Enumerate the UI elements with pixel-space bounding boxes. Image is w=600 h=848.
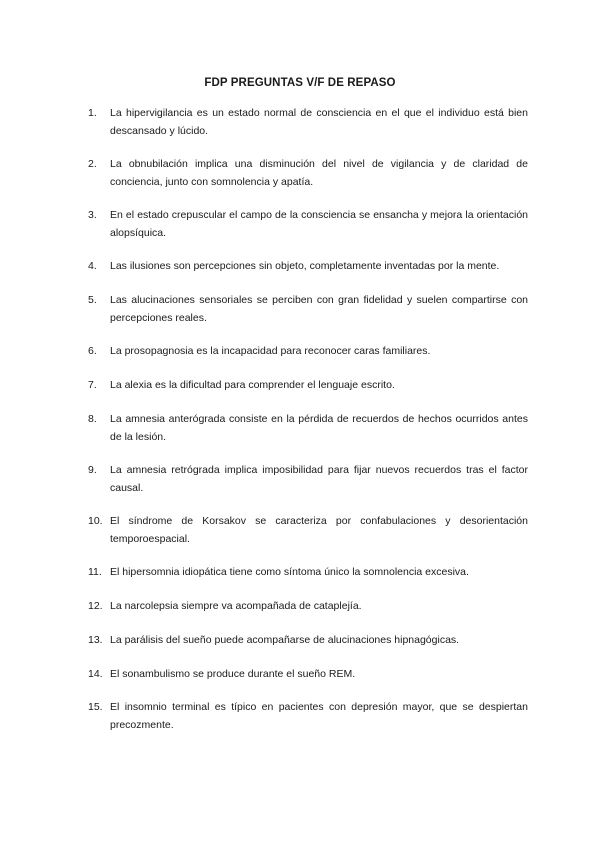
item-number: 15. <box>88 701 103 713</box>
item-text: En el estado crepuscular el campo de la consciencia se ensancha y mejora la orientación alopsíquica. <box>110 209 528 239</box>
item-text: La amnesia anterógrada consiste en la pérdida de recuerdos de hechos ocurridos antes de la lesión. <box>110 413 528 443</box>
item-number: 1. <box>88 107 97 119</box>
item-number: 5. <box>88 294 97 306</box>
list-item <box>88 698 528 734</box>
list-item <box>88 257 528 275</box>
item-number: 4. <box>88 260 97 272</box>
item-number: 2. <box>88 158 97 170</box>
item-text: El sonambulismo se produce durante el sueño REM. <box>110 668 356 680</box>
item-number: 11. <box>88 566 102 578</box>
item-number: 12. <box>88 600 103 612</box>
item-number: 8. <box>88 413 97 425</box>
list-item <box>88 291 528 327</box>
item-text: El síndrome de Korsakov se caracteriza por confabulaciones y desorientación temporoespacial. <box>110 515 528 545</box>
item-text: La obnubilación implica una disminución del nivel de vigilancia y de claridad de conciencia, junto con somnolencia y apatía. <box>110 158 528 188</box>
item-text: Las ilusiones son percepciones sin objeto, completamente inventadas por la mente. <box>110 260 500 272</box>
item-text: La parálisis del sueño puede acompañarse de alucinaciones hipnagógicas. <box>110 634 460 646</box>
item-text: La alexia es la dificultad para comprender el lenguaje escrito. <box>110 379 395 391</box>
page-title: FDP PREGUNTAS V/F DE REPASO <box>204 77 396 89</box>
item-text: Las alucinaciones sensoriales se perciben con gran fidelidad y suelen compartirse con percepciones reales. <box>110 294 528 324</box>
item-text: La amnesia retrógrada implica imposibilidad para fijar nuevos recuerdos tras el factor causal. <box>110 464 528 494</box>
list-item <box>88 563 528 581</box>
item-number: 9. <box>88 464 97 476</box>
item-number: 13. <box>88 634 103 646</box>
item-text: La prosopagnosia es la incapacidad para reconocer caras familiares. <box>110 345 431 357</box>
item-number: 6. <box>88 345 97 357</box>
list-item <box>88 206 528 242</box>
list-item <box>88 104 528 140</box>
item-text: El hipersomnia idiopática tiene como síntoma único la somnolencia excesiva. <box>110 566 469 578</box>
item-number: 14. <box>88 668 103 680</box>
item-text: La narcolepsia siempre va acompañada de cataplejía. <box>110 600 362 612</box>
list-item <box>88 597 528 615</box>
list-item <box>88 155 528 191</box>
item-text: El insomnio terminal es típico en pacientes con depresión mayor, que se despiertan precozmente. <box>110 701 528 731</box>
list-item <box>88 512 528 548</box>
list-item <box>88 665 528 683</box>
list-item <box>88 461 528 497</box>
item-text: La hipervigilancia es un estado normal de consciencia en el que el individuo está bien descansado y lúcido. <box>110 107 528 137</box>
item-number: 3. <box>88 209 97 221</box>
list-item <box>88 342 528 360</box>
item-number: 7. <box>88 379 97 391</box>
list-item <box>88 376 528 394</box>
item-number: 10. <box>88 515 103 527</box>
list-item <box>88 410 528 446</box>
list-item <box>88 631 528 649</box>
